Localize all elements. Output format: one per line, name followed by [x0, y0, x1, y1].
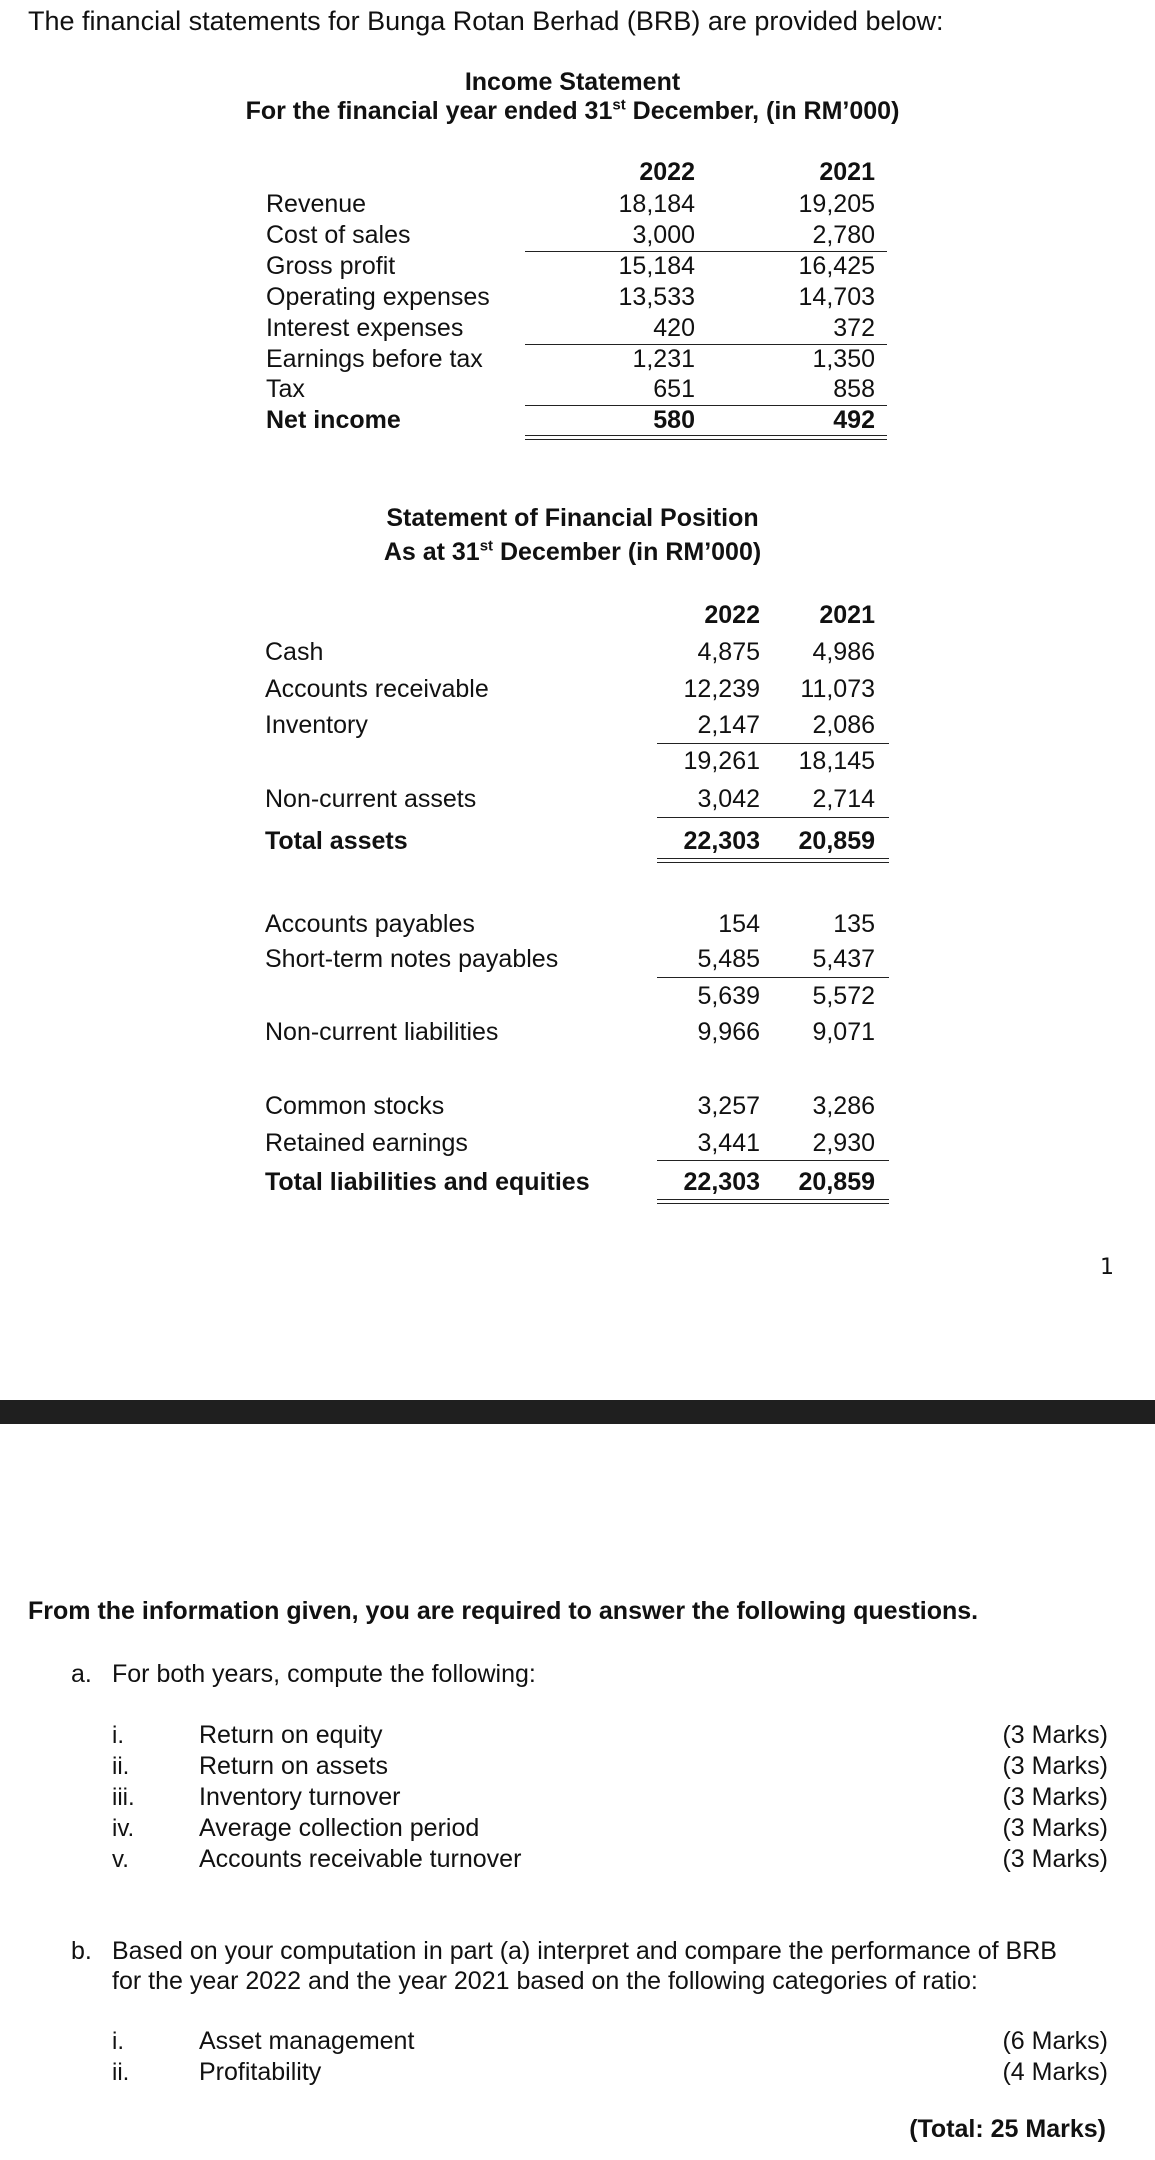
sfp-value-2021: 2,714	[812, 785, 875, 813]
sfp-label: Short-term notes payables	[265, 945, 559, 973]
item-number: i.	[112, 2028, 124, 2055]
is-value-2022: 15,184	[618, 252, 695, 280]
part-a-letter: a.	[71, 1660, 92, 1688]
sfp-value-2021: 11,073	[800, 675, 875, 703]
questions-intro: From the information given, you are required to answer the following questions.	[28, 1597, 979, 1625]
sfp-title: Statement of Financial Position	[386, 504, 759, 532]
part-a-text: For both years, compute the following:	[112, 1660, 536, 1688]
item-text: Inventory turnover	[199, 1783, 401, 1811]
is-value-2022: 18,184	[618, 190, 695, 218]
is-year-2022: 2022	[639, 158, 695, 186]
double-underline	[657, 1199, 889, 1204]
item-marks: (3 Marks)	[1002, 1845, 1108, 1873]
sfp-label: Cash	[265, 638, 324, 666]
sfp-value-2021: 9,071	[812, 1018, 875, 1046]
item-number: v.	[112, 1846, 129, 1873]
sfp-value-2022: 4,875	[697, 638, 760, 666]
sfp-value-2022: 3,441	[697, 1129, 760, 1157]
part-b-text-line2: for the year 2022 and the year 2021 based on the following categories of ratio:	[112, 1967, 978, 1995]
sfp-year-2022: 2022	[704, 601, 760, 629]
income-statement-subtitle: For the financial year ended 31st December, (in RM’000)	[245, 96, 900, 125]
is-label: Net income	[266, 406, 401, 434]
sfp-value-2022: 9,966	[697, 1018, 760, 1046]
is-value-2021: 19,205	[798, 190, 875, 218]
sfp-value-2021: 20,859	[798, 827, 875, 855]
double-underline	[657, 858, 889, 863]
is-value-2021: 492	[833, 406, 875, 434]
is-value-2021: 16,425	[798, 252, 875, 280]
item-number: ii.	[112, 2059, 130, 2086]
is-value-2021: 372	[833, 314, 875, 342]
sfp-label: Accounts payables	[265, 910, 475, 938]
is-value-2021: 14,703	[798, 283, 875, 311]
sfp-value-2022: 3,257	[697, 1092, 760, 1120]
sfp-label: Retained earnings	[265, 1129, 468, 1157]
double-underline	[525, 435, 887, 440]
sfp-value-2021: 4,986	[812, 638, 875, 666]
is-value-2022: 580	[653, 406, 695, 434]
sfp-label: Total liabilities and equities	[265, 1168, 590, 1196]
sfp-value-2021: 20,859	[798, 1168, 875, 1196]
item-text: Accounts receivable turnover	[199, 1845, 522, 1873]
page-number: 1	[1100, 1255, 1114, 1280]
sfp-label: Non-current assets	[265, 785, 477, 813]
underline	[657, 743, 889, 744]
sfp-value-2021: 5,572	[812, 982, 875, 1010]
sfp-label: Non-current liabilities	[265, 1018, 499, 1046]
item-number: ii.	[112, 1753, 130, 1780]
sfp-label: Total assets	[265, 827, 408, 855]
total-marks: (Total: 25 Marks)	[909, 2115, 1106, 2143]
part-b-text-line1: Based on your computation in part (a) interpret and compare the performance of BRB	[112, 1937, 1057, 1965]
item-marks: (3 Marks)	[1002, 1814, 1108, 1842]
is-value-2022: 1,231	[632, 345, 695, 373]
item-marks: (4 Marks)	[1002, 2058, 1108, 2086]
underline	[657, 977, 889, 978]
item-text: Return on equity	[199, 1721, 383, 1749]
sfp-label: Accounts receivable	[265, 675, 489, 703]
is-label: Interest expenses	[266, 314, 464, 342]
underline	[657, 1160, 889, 1161]
item-text: Profitability	[199, 2058, 322, 2086]
sfp-value-2021: 2,930	[812, 1129, 875, 1157]
item-text: Return on assets	[199, 1752, 388, 1780]
sfp-value-2022: 19,261	[683, 747, 760, 775]
sfp-value-2022: 12,239	[683, 675, 760, 703]
is-value-2022: 651	[653, 375, 695, 403]
item-number: iii.	[112, 1784, 135, 1811]
sfp-value-2022: 22,303	[683, 1168, 760, 1196]
sfp-value-2021: 2,086	[812, 711, 875, 739]
is-label: Operating expenses	[266, 283, 490, 311]
is-year-2021: 2021	[819, 158, 875, 186]
is-value-2022: 420	[653, 314, 695, 342]
is-label: Tax	[266, 375, 305, 403]
is-label: Earnings before tax	[266, 345, 483, 373]
sfp-label: Common stocks	[265, 1092, 445, 1120]
page-divider	[0, 1400, 1155, 1424]
sfp-value-2022: 5,485	[697, 945, 760, 973]
intro-text: The financial statements for Bunga Rotan Berhad (BRB) are provided below:	[28, 6, 944, 36]
is-value-2022: 3,000	[632, 221, 695, 249]
is-label: Revenue	[266, 190, 367, 218]
is-label: Gross profit	[266, 252, 396, 280]
is-value-2021: 2,780	[812, 221, 875, 249]
underline	[657, 817, 889, 818]
item-text: Asset management	[199, 2027, 415, 2055]
sfp-value-2022: 2,147	[697, 711, 760, 739]
sfp-value-2021: 3,286	[812, 1092, 875, 1120]
item-number: iv.	[112, 1815, 135, 1842]
sfp-year-2021: 2021	[819, 601, 875, 629]
income-statement-title: Income Statement	[464, 68, 681, 96]
is-label: Cost of sales	[266, 221, 411, 249]
sfp-value-2022: 3,042	[697, 785, 760, 813]
sfp-value-2021: 18,145	[798, 747, 875, 775]
item-marks: (3 Marks)	[1002, 1783, 1108, 1811]
sfp-value-2022: 22,303	[683, 827, 760, 855]
sfp-value-2022: 5,639	[697, 982, 760, 1010]
sfp-label: Inventory	[265, 711, 368, 739]
is-value-2021: 858	[833, 375, 875, 403]
item-marks: (3 Marks)	[1002, 1721, 1108, 1749]
sfp-subtitle: As at 31st December (in RM’000)	[383, 537, 762, 566]
sfp-value-2021: 5,437	[812, 945, 875, 973]
sfp-value-2022: 154	[718, 910, 760, 938]
part-b-letter: b.	[71, 1937, 92, 1965]
is-value-2022: 13,533	[618, 283, 695, 311]
item-marks: (6 Marks)	[1002, 2027, 1108, 2055]
sfp-value-2021: 135	[833, 910, 875, 938]
item-number: i.	[112, 1722, 124, 1749]
item-text: Average collection period	[199, 1814, 480, 1842]
item-marks: (3 Marks)	[1002, 1752, 1108, 1780]
is-value-2021: 1,350	[812, 345, 875, 373]
